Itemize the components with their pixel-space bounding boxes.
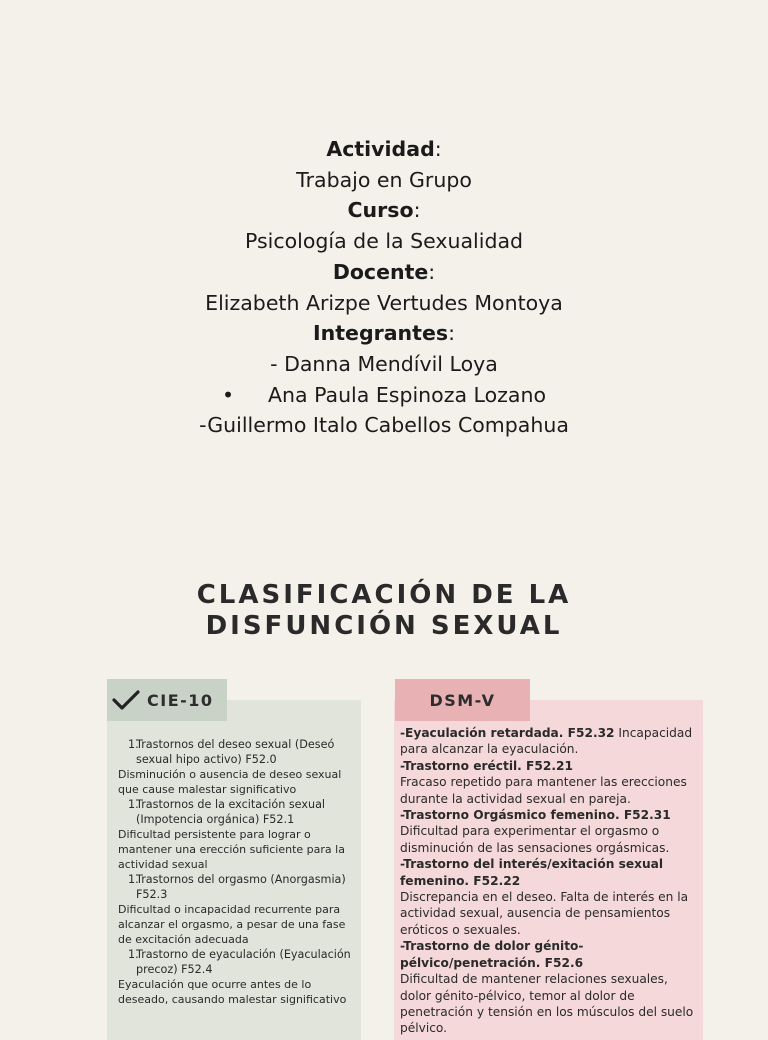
list-number: 1.: [128, 948, 139, 961]
heading-line-2: DISFUNCIÓN SEXUAL: [205, 611, 563, 641]
actividad-value: Trabajo en Grupo: [296, 167, 472, 192]
heading-line-1: CLASIFICACIÓN DE LA: [196, 580, 572, 610]
cie-item-title: [118, 872, 354, 902]
dsm-tab-label: DSM-V: [429, 690, 496, 710]
list-number: 1.: [128, 873, 139, 886]
dsm-desc: Incapacidad para alcanzar la eyaculación.: [400, 726, 693, 757]
dsm-item: [400, 807, 700, 856]
dsm-title: -Trastorno de dolor génito-pélvico/penetración. F52.6: [400, 939, 584, 970]
cie-item-desc: Disminución o ausencia de deseo sexual que cause malestar significativo: [118, 768, 342, 796]
dsm-item: [400, 938, 700, 1036]
dsm-item: [400, 856, 700, 938]
cie-tab: [107, 679, 227, 721]
cie-item-desc: Dificultad o incapacidad recurrente para alcanzar el orgasmo, a pesar de una fase de excitación adecuada: [118, 903, 346, 946]
dsm-desc: Discrepancia en el deseo. Falta de interés en la actividad sexual, ausencia de pensamientos eróticos o sexuales.: [400, 890, 689, 937]
curso-value: Psicología de la Sexualidad: [244, 229, 524, 254]
member-1: - Danna Mendívil Loya: [270, 351, 498, 376]
member-3: -Guillermo Italo Cabellos Compahua: [199, 413, 569, 438]
cie-item-title: [118, 737, 354, 767]
actividad-row: Actividad:: [326, 137, 442, 161]
dsm-desc: Fracaso repetido para mantener las erecciones durante la actividad sexual en pareja.: [400, 775, 687, 806]
cie-item-desc: Eyaculación que ocurre antes de lo deseado, causando malestar significativo: [118, 978, 347, 1006]
cie-list: [118, 737, 354, 1007]
cie-tab-label: CIE-10: [147, 690, 214, 710]
cie-title: Trastornos del orgasmo (Anorgasmia) F52.3: [136, 873, 346, 901]
section-heading: [0, 580, 768, 642]
dsm-title: -Trastorno del interés/exitación sexual femenino. F52.22: [400, 857, 664, 888]
integrantes-label: Integrantes: [313, 321, 449, 346]
cie-item-title: [118, 947, 354, 977]
dsm-title: -Trastorno Orgásmico femenino. F52.31: [400, 808, 671, 823]
dsm-item: [400, 758, 700, 807]
cover-block: [0, 134, 768, 441]
list-number: 1.: [128, 738, 139, 751]
docente-row: Docente:: [332, 259, 436, 284]
integrantes-row: Integrantes:: [313, 321, 455, 346]
docente-label: Docente: [332, 259, 429, 284]
member-2: Ana Paula Espinoza Lozano: [267, 382, 547, 407]
cie-title: Trastorno de eyaculación (Eyaculación precoz) F52.4: [136, 948, 351, 976]
dsm-tab: [395, 679, 530, 721]
dsm-item: [400, 725, 700, 758]
cie-item-desc: Dificultad persistente para lograr o mantener una erección suficiente para la actividad sexual: [118, 828, 345, 871]
dsm-title: -Trastorno eréctil. F52.21: [400, 758, 573, 773]
cie-title: Trastornos de la excitación sexual (Impotencia orgánica) F52.1: [136, 798, 326, 826]
actividad-label: Actividad: [326, 137, 435, 161]
dsm-desc: Dificultad para experimentar el orgasmo o disminución de las sensaciones orgásmicas.: [400, 824, 670, 855]
curso-row: Curso:: [347, 198, 421, 223]
curso-label: Curso: [347, 198, 414, 223]
member-2-row: [0, 380, 768, 411]
bullet-icon: •: [221, 382, 235, 407]
cie-title: Trastornos del deseo sexual (Deseó sexual hipo activo) F52.0: [136, 738, 335, 766]
docente-value: Elizabeth Arizpe Vertudes Montoya: [205, 290, 563, 315]
list-number: 1.: [128, 798, 139, 811]
check-icon: [111, 689, 141, 711]
dsm-title: -Eyaculación retardada. F52.32: [400, 726, 615, 740]
dsm-list: [400, 725, 700, 1037]
cie-item-title: [118, 797, 354, 827]
dsm-desc: Dificultad de mantener relaciones sexuales, dolor génito-pélvico, temor al dolor de penetración y tensión en los músculos del suelo pélvico.: [400, 972, 694, 1036]
